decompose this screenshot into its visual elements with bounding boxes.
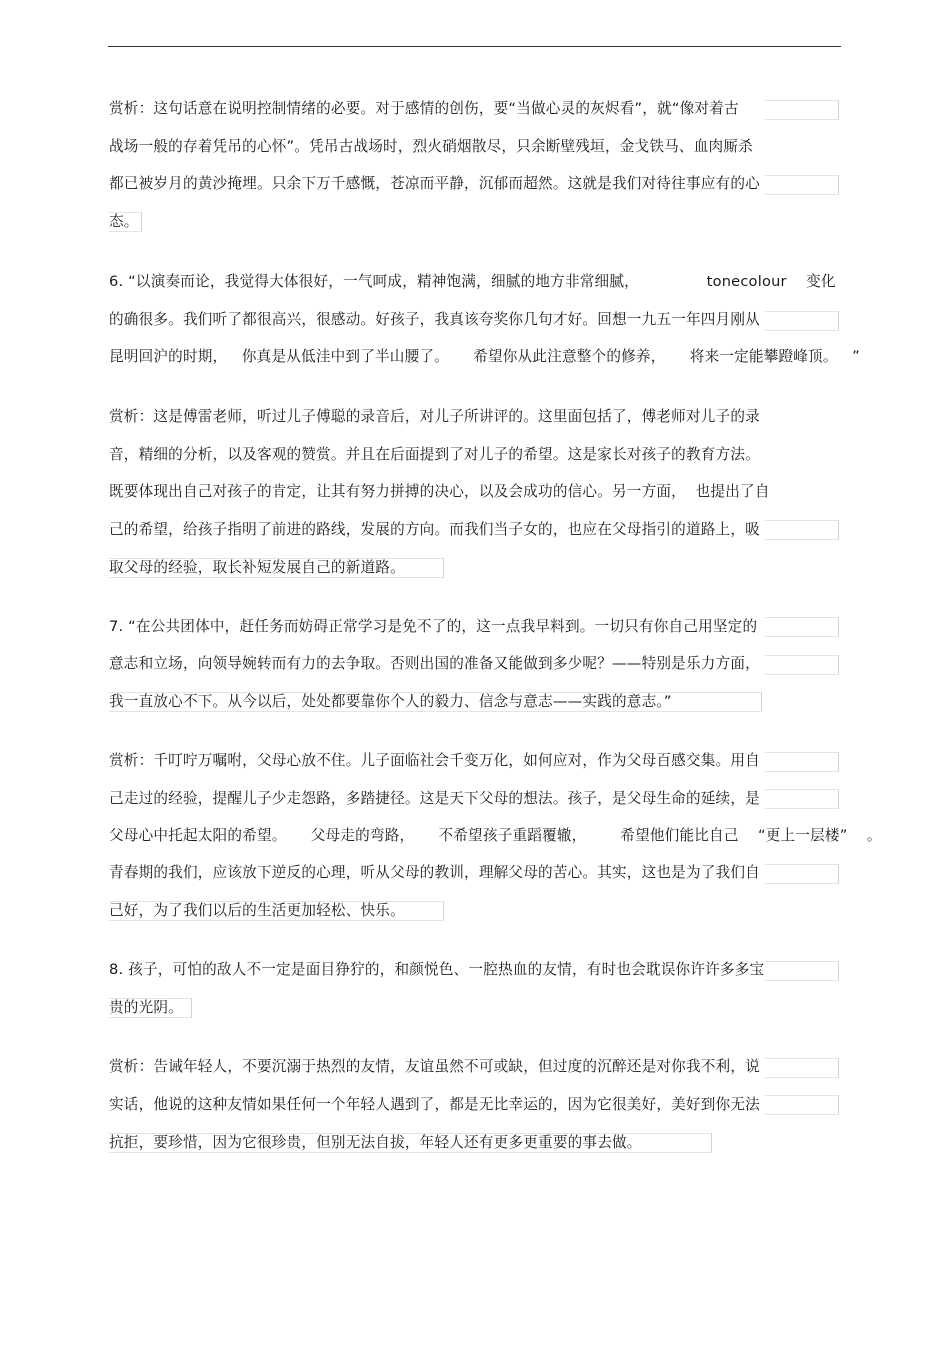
text-line: 战场一般的存着凭吊的心怀”。凭吊古战场时，烈火硝烟散尽，只余断壁残垣，金戈铁马、血肉厮杀	[109, 138, 753, 155]
text-line: 实话，他说的这种友情如果任何一个年轻人遇到了，都是无比幸运的，因为它很美好，美好到你无法	[109, 1096, 760, 1113]
text-line: 7. “在公共团体中，赶任务而妨碍正常学习是免不了的，这一点我早料到。一切只有你自己用坚定的	[109, 618, 758, 635]
header-rule	[108, 46, 841, 47]
line-frame	[765, 175, 839, 195]
line-frame	[765, 752, 839, 772]
text-line: 昆明回沪的时期， 你真是从低洼中到了半山腰了。 希望你从此注意整个的修养， 将来一定能攀蹬峰顶。 ”	[109, 348, 860, 365]
text-line: 8. 孩子，可怕的敌人不一定是面目狰狞的，和颜悦色、一腔热血的友情，有时也会耽误你许许多多宝	[109, 961, 765, 978]
text-line: 取父母的经验，取长补短发展自己的新道路。	[109, 559, 405, 576]
line-frame	[765, 655, 839, 675]
line-frame	[765, 789, 839, 809]
text-line: 态。	[109, 213, 139, 230]
text-line: 赏析：这句话意在说明控制情绪的必要。对于感情的创伤，要“当做心灵的灰烬看”，就“像对着古	[109, 100, 739, 117]
text-line: 贵的光阴。	[109, 999, 183, 1016]
text-line: 我一直放心不下。从今以后，处处都要靠你个人的毅力、信念与意志——实践的意志。”	[109, 693, 672, 710]
line-frame	[765, 864, 839, 884]
line-frame	[765, 1058, 839, 1078]
text-line: 赏析：千叮咛万嘱咐，父母心放不住。儿子面临社会千变万化，如何应对，作为父母百感交集。用自	[109, 752, 760, 769]
text-line: 意志和立场，向领导婉转而有力的去争取。否则出国的准备又能做到多少呢？——特别是乐力方面，	[109, 655, 760, 672]
text-line: 既要体现出自己对孩子的肯定，让其有努力拼搏的决心，以及会成功的信心。另一方面， 也提出了自	[109, 483, 770, 500]
line-frame	[765, 100, 839, 120]
text-line: 己好，为了我们以后的生活更加轻松、快乐。	[109, 902, 405, 919]
line-frame	[765, 617, 839, 637]
line-frame	[765, 961, 839, 981]
text-line: 赏析：告诫年轻人，不要沉溺于热烈的友情，友谊虽然不可或缺，但过度的沉醉还是对你我不利，说	[109, 1058, 760, 1075]
text-line: 己走过的经验，提醒儿子少走怨路，多踏捷径。这是天下父母的想法。孩子，是父母生命的延续，是	[109, 790, 760, 807]
line-frame	[765, 520, 839, 540]
text-line: 己的希望，给孩子指明了前进的路线，发展的方向。而我们当子女的，也应在父母指引的道路上，吸	[109, 521, 760, 538]
text-line: 的确很多。我们听了都很高兴，很感动。好孩子，我真该夸奖你几句才好。回想一九五一年四月刚从	[109, 311, 760, 328]
line-frame	[765, 311, 839, 331]
text-line: 抗拒，要珍惜，因为它很珍贵，但别无法自拔，年轻人还有更多更重要的事去做。	[109, 1134, 642, 1151]
line-frame	[765, 1095, 839, 1115]
text-line: 都已被岁月的黄沙掩埋。只余下万千感慨，苍凉而平静，沉郁而超然。这就是我们对待往事应有的心	[109, 175, 760, 192]
text-line: 音，精细的分析，以及客观的赞赏。并且在后面提到了对儿子的希望。这是家长对孩子的教育方法。	[109, 446, 760, 463]
text-line: 父母心中托起太阳的希望。 父母走的弯路， 不希望孩子重蹈覆辙， 希望他们能比自己 “更上一层楼” 。	[109, 827, 882, 844]
text-line: 青春期的我们，应该放下逆反的心理，听从父母的教训，理解父母的苦心。其实，这也是为了我们自	[109, 864, 760, 881]
text-line: 6. “以演奏而论，我觉得大体很好，一气呵成，精神饱满，细腻的地方非常细腻， tonecolour 变化	[109, 273, 836, 290]
text-line: 赏析：这是傅雷老师，听过儿子傅聪的录音后，对儿子所讲评的。这里面包括了，傅老师对儿子的录	[109, 408, 760, 425]
